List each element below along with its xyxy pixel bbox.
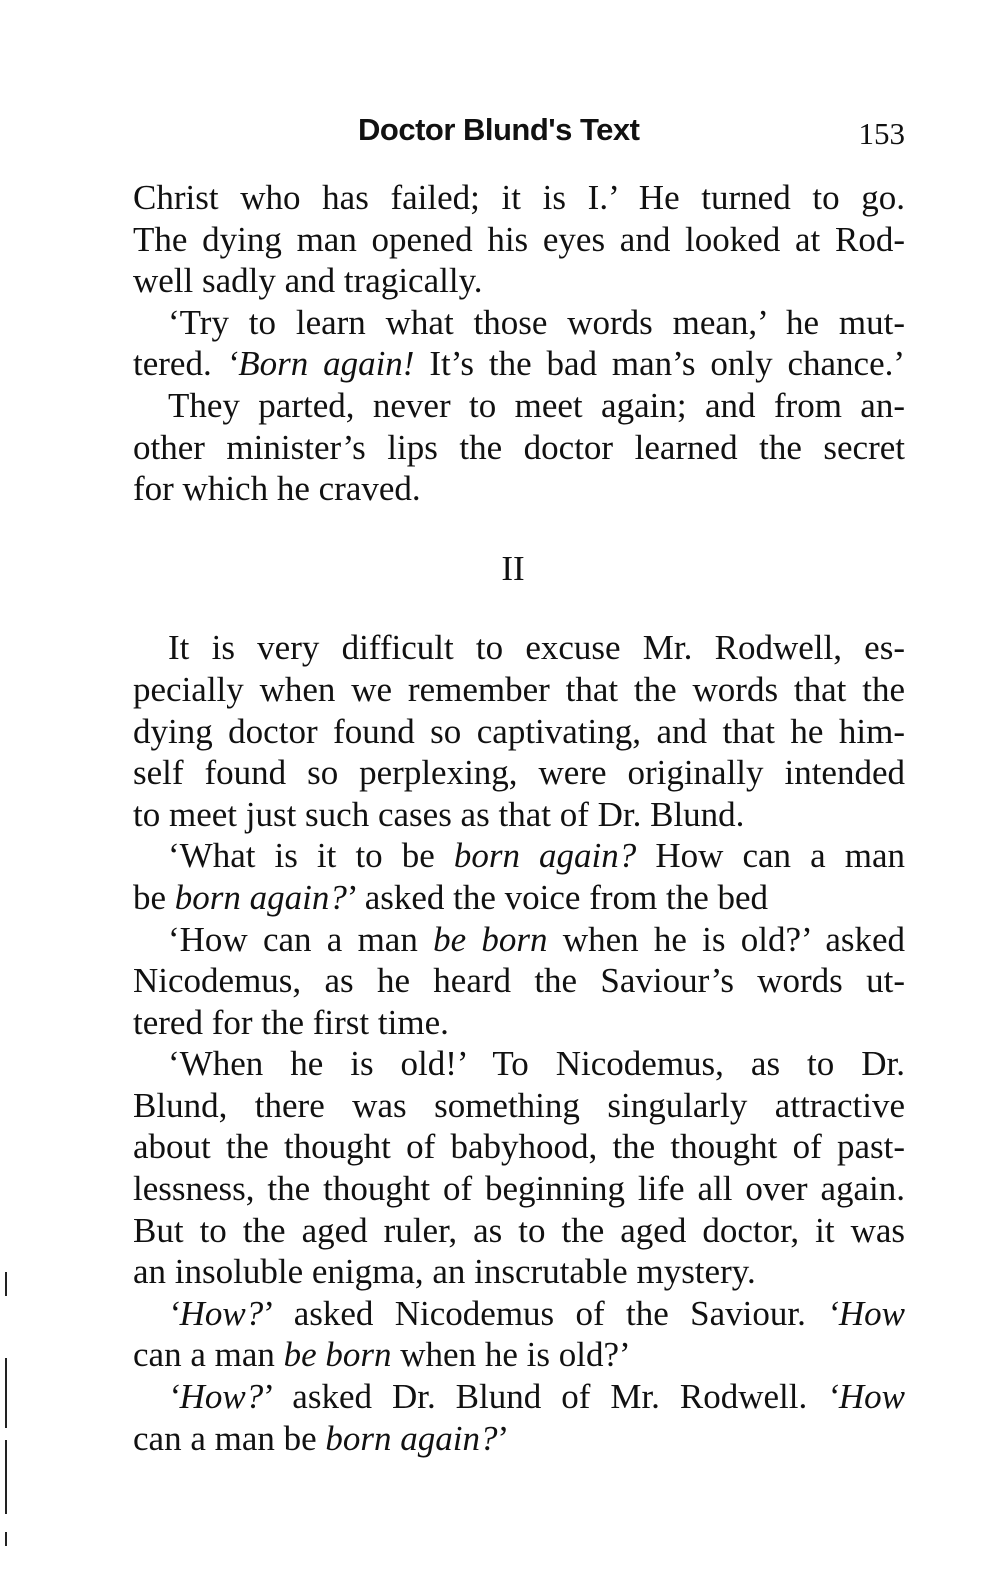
text-line	[133, 1168, 905, 1210]
text-line	[133, 835, 905, 877]
text-run: about the thought of babyhood, the thought of past-	[133, 1127, 905, 1167]
text-line	[133, 711, 905, 753]
text-line	[133, 1043, 905, 1085]
text-run: But to the aged ruler, as to the aged doctor, it was	[133, 1210, 905, 1250]
italic-run: ‘How	[827, 1377, 905, 1417]
text-run: can a man	[133, 1335, 284, 1375]
text-line	[133, 1002, 905, 1044]
text-run: to meet just such cases as that of Dr. Blund.	[133, 794, 745, 834]
text-run: be	[133, 877, 175, 917]
body-text	[133, 177, 905, 1459]
text-run: Nicodemus, as he heard the Saviour’s words ut-	[133, 961, 905, 1001]
text-run: tered.	[133, 344, 227, 384]
binding-mark	[5, 1440, 7, 1514]
text-run: can a man be	[133, 1418, 326, 1458]
italic-run: born again?	[174, 877, 347, 917]
text-run: tered for the first time.	[133, 1002, 449, 1042]
text-run: dying doctor found so captivating, and that he him-	[133, 711, 905, 751]
italic-run: ‘How?	[168, 1293, 264, 1333]
text-line	[133, 960, 905, 1002]
text-run: ’	[497, 1418, 510, 1458]
text-line	[133, 1418, 905, 1460]
text-line	[133, 752, 905, 794]
text-run: They parted, never to meet again; and from an-	[133, 385, 905, 425]
text-line	[133, 219, 905, 261]
binding-mark	[5, 1272, 7, 1296]
text-run	[133, 1294, 168, 1333]
text-line	[133, 669, 905, 711]
text-line	[133, 627, 905, 669]
page-number: 153	[858, 116, 905, 151]
text-line	[133, 1376, 905, 1418]
text-run: How can a man	[636, 836, 905, 876]
text-run: ’ asked the voice from the bed	[346, 877, 769, 917]
text-run: other minister’s lips the doctor learned the secret	[133, 427, 905, 467]
text-line	[133, 343, 905, 385]
italic-run: born again?	[325, 1418, 498, 1458]
text-run: It’s the bad man’s only chance.’	[414, 344, 906, 384]
italic-run: ‘Born again!	[226, 344, 415, 384]
text-run: ’ asked Dr. Blund of Mr. Rodwell.	[263, 1377, 828, 1417]
binding-edge-marks	[0, 1272, 14, 1562]
text-run: ’ asked Nicodemus of the Saviour.	[263, 1293, 828, 1333]
text-line	[133, 919, 905, 961]
text-run: It is very difficult to excuse Mr. Rodwell, es-	[133, 628, 905, 668]
binding-mark	[5, 1532, 7, 1546]
text-run: self found so perplexing, were originally intended	[133, 753, 905, 793]
text-line	[133, 877, 905, 919]
page-header	[133, 112, 905, 162]
text-line	[133, 1251, 905, 1293]
italic-run: be born	[283, 1335, 392, 1375]
text-run: The dying man opened his eyes and looked at Rod-	[133, 219, 905, 259]
text-line	[133, 1085, 905, 1127]
binding-mark	[5, 1358, 7, 1428]
text-run	[133, 1377, 168, 1416]
text-run: lessness, the thought of beginning life all over again.	[133, 1169, 905, 1209]
text-run: ‘What is it to be	[133, 836, 454, 876]
italic-run: born again?	[453, 836, 637, 876]
text-run: Christ who has failed; it is I.’ He turned to go.	[133, 178, 905, 217]
italic-run: ‘How?	[168, 1377, 264, 1417]
running-title: Doctor Blund's Text	[358, 112, 640, 147]
text-line	[133, 427, 905, 469]
text-run: when he is old?’ asked	[547, 919, 906, 959]
text-run: well sadly and tragically.	[133, 261, 483, 301]
text-line	[133, 794, 905, 836]
italic-run: be born	[433, 919, 548, 959]
text-line	[133, 1126, 905, 1168]
text-run: Blund, there was something singularly attractive	[133, 1085, 905, 1125]
text-line	[133, 1210, 905, 1252]
italic-run: ‘How	[827, 1293, 905, 1333]
text-line	[133, 260, 905, 302]
text-line	[133, 177, 905, 219]
text-line	[133, 1334, 905, 1376]
section-heading: II	[501, 548, 525, 588]
text-run: ‘How can a man	[133, 919, 434, 959]
text-run: ‘When he is old!’ To Nicodemus, as to Dr.	[133, 1044, 905, 1084]
text-run: an insoluble enigma, an inscrutable mystery.	[133, 1252, 756, 1292]
text-run: ‘Try to learn what those words mean,’ he mut-	[133, 302, 905, 342]
text-run: pecially when we remember that the words that the	[133, 669, 905, 709]
text-run: for which he craved.	[133, 469, 421, 509]
text-line	[133, 1293, 905, 1335]
text-line	[133, 468, 905, 510]
text-run: when he is old?’	[391, 1335, 631, 1375]
text-line	[133, 302, 905, 344]
text-line	[133, 385, 905, 427]
